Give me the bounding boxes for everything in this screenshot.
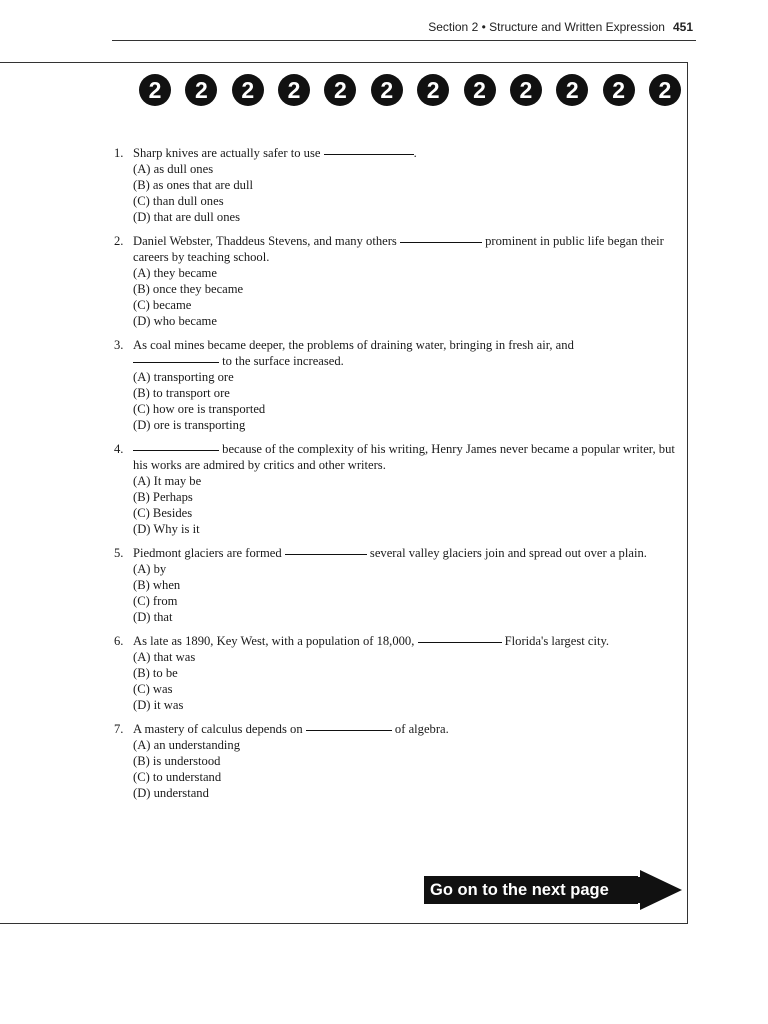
answer-choice[interactable]: (A) as dull ones: [133, 162, 214, 176]
question-stem: [114, 721, 679, 737]
answer-choice[interactable]: (B) when: [133, 578, 181, 592]
section-badge: 2: [603, 74, 635, 106]
answer-choice[interactable]: (A) an understanding: [133, 738, 241, 752]
answer-choice[interactable]: (B) as ones that are dull: [133, 178, 253, 192]
running-header: [0, 20, 693, 34]
answer-choice[interactable]: (A) by: [133, 562, 167, 576]
stem-text: As coal mines became deeper, the problems of draining water, bringing in fresh air, and: [133, 338, 574, 352]
section-badge: 2: [185, 74, 217, 106]
answer-choice[interactable]: (C) from: [133, 594, 178, 608]
answer-choices: [114, 161, 679, 225]
stem-text: A mastery of calculus depends on: [133, 722, 306, 736]
answer-blank: [133, 361, 219, 363]
answer-choice[interactable]: (D) understand: [133, 786, 209, 800]
question-item: [114, 441, 679, 537]
answer-choices: [114, 561, 679, 625]
answer-choice[interactable]: (B) is understood: [133, 754, 221, 768]
next-page-button[interactable]: [424, 870, 682, 910]
section-badge: 2: [556, 74, 588, 106]
answer-choice[interactable]: (C) was: [133, 682, 173, 696]
answer-choice[interactable]: (C) became: [133, 298, 192, 312]
section-badge: 2: [649, 74, 681, 106]
question-stem: [114, 545, 679, 561]
answer-choices: [114, 473, 679, 537]
stem-text: prominent in public life began their careers by teaching school.: [133, 234, 664, 264]
answer-blank: [306, 729, 392, 731]
section-badge: 2: [278, 74, 310, 106]
question-item: [114, 145, 679, 225]
answer-choice[interactable]: (C) Besides: [133, 506, 193, 520]
question-number: 2.: [114, 234, 124, 248]
arrow-right-icon: [628, 870, 684, 910]
section-badges: [139, 74, 681, 106]
section-title: Section 2 • Structure and Written Expression: [428, 20, 665, 34]
question-number: 6.: [114, 634, 124, 648]
question-number: 7.: [114, 722, 124, 736]
question-item: [114, 633, 679, 713]
section-badge: 2: [417, 74, 449, 106]
answer-choice[interactable]: (C) how ore is transported: [133, 402, 266, 416]
stem-text: of algebra.: [391, 722, 449, 736]
question-number: 1.: [114, 146, 124, 160]
answer-choice[interactable]: (D) ore is transporting: [133, 418, 246, 432]
section-badge: 2: [510, 74, 542, 106]
section-badge: 2: [139, 74, 171, 106]
answer-choice[interactable]: (A) that was: [133, 650, 196, 664]
answer-blank: [418, 641, 502, 643]
answer-choice[interactable]: (C) to understand: [133, 770, 222, 784]
question-item: [114, 337, 679, 433]
answer-blank: [400, 241, 482, 243]
question-list: [114, 145, 679, 809]
stem-text: because of the complexity of his writing, Henry James never became a popular writer, but his works are admired by critics and other writers.: [133, 442, 675, 472]
question-stem: [114, 145, 679, 161]
stem-text: Daniel Webster, Thaddeus Stevens, and many others: [133, 234, 400, 248]
answer-choice[interactable]: (B) Perhaps: [133, 490, 193, 504]
section-badge: 2: [464, 74, 496, 106]
answer-blank: [133, 449, 219, 451]
next-page-label: Go on to the next page: [424, 876, 638, 904]
stem-text: Sharp knives are actually safer to use: [133, 146, 324, 160]
question-number: 4.: [114, 442, 124, 456]
question-item: [114, 721, 679, 801]
question-item: [114, 545, 679, 625]
stem-text: Florida's largest city.: [501, 634, 610, 648]
answer-choice[interactable]: (B) once they became: [133, 282, 244, 296]
section-badge: 2: [232, 74, 264, 106]
answer-choices: [114, 265, 679, 329]
stem-text: several valley glaciers join and spread out over a plain.: [366, 546, 647, 560]
answer-choice[interactable]: (A) they became: [133, 266, 217, 280]
question-number: 5.: [114, 546, 124, 560]
answer-choice[interactable]: (D) Why is it: [133, 522, 200, 536]
header-rule: [112, 40, 696, 41]
answer-choice[interactable]: (B) to transport ore: [133, 386, 230, 400]
answer-choice[interactable]: (D) that: [133, 610, 173, 624]
section-badge: 2: [371, 74, 403, 106]
answer-choice[interactable]: (A) It may be: [133, 474, 202, 488]
answer-choices: [114, 649, 679, 713]
stem-text: to the surface increased.: [219, 354, 344, 368]
question-number: 3.: [114, 338, 124, 352]
answer-blank: [324, 153, 414, 155]
answer-choice[interactable]: (C) than dull ones: [133, 194, 224, 208]
answer-choices: [114, 369, 679, 433]
stem-text: .: [413, 146, 417, 160]
stem-text: As late as 1890, Key West, with a population of 18,000,: [133, 634, 418, 648]
question-stem: [114, 441, 679, 473]
question-stem: [114, 337, 679, 369]
question-stem: [114, 233, 679, 265]
answer-choices: [114, 737, 679, 801]
question-item: [114, 233, 679, 329]
question-stem: [114, 633, 679, 649]
page-number: 451: [672, 20, 693, 34]
answer-blank: [285, 553, 367, 555]
answer-choice[interactable]: (D) who became: [133, 314, 217, 328]
stem-text: Piedmont glaciers are formed: [133, 546, 285, 560]
answer-choice[interactable]: (A) transporting ore: [133, 370, 234, 384]
answer-choice[interactable]: (D) that are dull ones: [133, 210, 241, 224]
section-badge: 2: [324, 74, 356, 106]
answer-choice[interactable]: (D) it was: [133, 698, 184, 712]
answer-choice[interactable]: (B) to be: [133, 666, 178, 680]
